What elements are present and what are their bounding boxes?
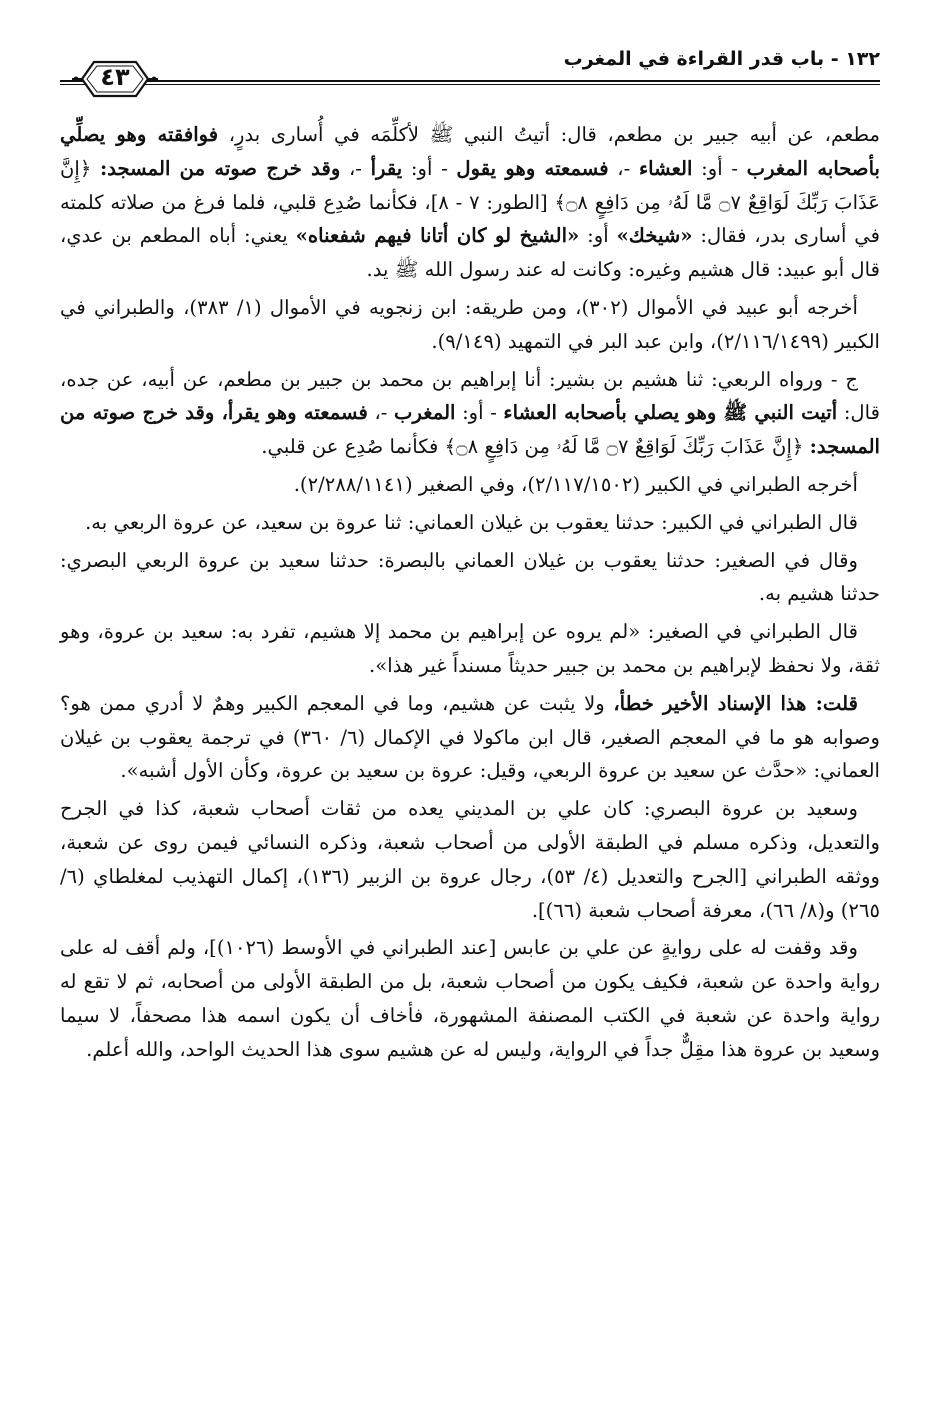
text-segment: ولا يثبت عن هشيم، وما في المعجم الكبير وهمٌ لا أدري ممن هو؟ وصوابه هو ما في المعجم الصغير، قال ابن ماكولا في الإكمال (٦/ ٣٦٠) في ترجمة يعقوب بن غيلان العماني: «حدَّث عن سعيد بن عروة الربعي، وقيل: عروة بن سعيد بن عروة، وكأن الأول أشبه». bbox=[60, 691, 880, 783]
paragraph bbox=[60, 363, 880, 464]
bold-text-segment: «شيخك» bbox=[616, 224, 693, 248]
running-title: ١٣٢ - باب قدر القراءة في المغرب bbox=[563, 48, 880, 70]
text-segment: أخرجه أبو عبيد في الأموال (٣٠٢)، ومن طريقه: ابن زنجويه في الأموال (١/ ٣٨٣)، والطبراني في الكبير (٢/١١٦/١٤٩٩)، وابن عبد البر في التمهيد (٩/١٤٩). bbox=[60, 295, 880, 353]
text-segment: ﴿إِنَّ عَذَابَ رَبِّكَ لَوَاقِعٌ ۝٧ مَّا لَهُۥ مِن دَافِعٍ ۝٨﴾ [الطور: ٧ - ٨]، فكأنما صُدِع قلبي، فلما فرغ من صلاته كلمته في أسارى بدر، فقال: bbox=[60, 156, 881, 248]
text-segment: قال الطبراني في الصغير: «لم يروه عن إبراهيم بن محمد إلا هشيم، تفرد به: سعيد بن عروة، وهو ثقة، ولا نحفظ لإبراهيم بن محمد بن جبير حديثاً مسنداً غير هذا». bbox=[60, 620, 880, 677]
text-segment: أو: bbox=[579, 224, 617, 248]
text-segment: -، bbox=[608, 156, 639, 180]
text-segment: ﴿إِنَّ عَذَابَ رَبِّكَ لَوَاقِعٌ ۝٧ مَّا لَهُۥ مِن دَافِعٍ ۝٨﴾ فكأنما صُدِع عن قلبي. bbox=[261, 435, 810, 459]
text-segment: يعني: أباه المطعم بن عدي، قال أبو عبيد: قال هشيم وغيره: وكانت له عند رسول الله ﷺ يد. bbox=[60, 224, 880, 282]
text-segment: - أو: bbox=[455, 401, 504, 425]
text-segment: -، bbox=[340, 156, 371, 180]
bold-text-segment: قلت: هذا الإسناد الأخير خطأ، bbox=[613, 691, 859, 715]
header-rule bbox=[60, 80, 880, 82]
text-segment: وسعيد بن عروة البصري: كان علي بن المديني يعده من ثقات أصحاب شعبة، كذا في الجرح والتعديل، وذكره مسلم في الطبقة الأولى من أصحاب شعبة، وذكره النسائي فيمن روى عن شعبة، ووثقه الطبراني [الجرح والتعديل (٤/ ٥٣)، رجال عروة بن الزبير (١٣٦)، إكمال التهذيب لمغلطاي (٦/ ٢٦٥) و(٨/ ٦٦)، معرفة أصحاب شعبة (٦٦)]. bbox=[60, 797, 880, 922]
bold-text-segment: فوافقته وهو يصلِّي بأصحابه المغرب bbox=[60, 123, 880, 180]
page-body bbox=[60, 118, 880, 1067]
paragraph bbox=[60, 792, 880, 927]
book-page bbox=[60, 40, 880, 1370]
text-segment: - أو: bbox=[402, 156, 457, 180]
text-segment: ج - ورواه الربعي: ثنا هشيم بن بشير: أنا إبراهيم بن محمد بن جبير بن مطعم، عن أبيه، عن جده، قال: bbox=[60, 367, 880, 425]
text-segment: وقد وقفت له على روايةٍ عن علي بن عابس [عند الطبراني في الأوسط (١٠٢٦)]، ولم أقف له على رواية واحدة عن شعبة، فكيف يكون من أصحاب شعبة، بل من الطبقة الأولى من أصحابه، ثم لا تقع له رواية واحدة عن شعبة في الكتب المصنفة المشهورة، فأخاف أن يكون اسمه هذا مصحفاً، لا سيما وسعيد بن عروة هذا مقِلٌّ جداً في الرواية، وليس له عن هشيم سوى هذا الحديث الواحد، والله أعلم. bbox=[60, 936, 880, 1061]
paragraph bbox=[60, 506, 880, 540]
bold-text-segment: فسمعته وهو يقول bbox=[456, 156, 609, 180]
paragraph bbox=[60, 687, 880, 788]
paragraph bbox=[60, 931, 880, 1066]
page-number-badge bbox=[72, 56, 158, 102]
header-rule-thin bbox=[60, 84, 880, 85]
bold-text-segment: العشاء bbox=[638, 156, 693, 180]
paragraph bbox=[60, 118, 880, 287]
paragraph bbox=[60, 544, 880, 612]
bold-text-segment: المغرب bbox=[394, 401, 456, 425]
bold-text-segment: «الشيخ لو كان أتانا فيهم شفعناه» bbox=[295, 224, 580, 248]
text-segment: مطعم، عن أبيه جبير بن مطعم، قال: أتيتُ النبي ﷺ لأكلِّمَه في أُسارى بدرٍ، bbox=[218, 123, 881, 146]
text-segment: أخرجه الطبراني في الكبير (٢/١١٧/١٥٠٢)، وفي الصغير (٢/٢٨٨/١١٤١). bbox=[293, 472, 858, 496]
paragraph bbox=[60, 291, 880, 359]
bold-text-segment: يقرأ bbox=[370, 156, 403, 180]
paragraph bbox=[60, 468, 880, 502]
text-segment: - أو: bbox=[692, 156, 747, 180]
bold-text-segment: أتيت النبي ﷺ وهو يصلي بأصحابه العشاء bbox=[503, 401, 838, 425]
bold-text-segment: فسمعته وهو يقرأ، وقد خرج صوته من المسجد: bbox=[60, 401, 880, 459]
bold-text-segment: وقد خرج صوته من المسجد: bbox=[100, 156, 341, 180]
text-segment: قال الطبراني في الكبير: حدثنا يعقوب بن غيلان العماني: ثنا عروة بن سعيد، عن عروة الربعي به. bbox=[85, 510, 858, 534]
text-segment: -، bbox=[367, 401, 395, 425]
page-number: ٤٣ bbox=[100, 63, 130, 91]
text-segment: وقال في الصغير: حدثنا يعقوب بن غيلان العماني بالبصرة: حدثنا سعيد بن عروة الربعي البصري: حدثنا هشيم به. bbox=[60, 548, 880, 606]
page-header bbox=[60, 40, 880, 118]
paragraph bbox=[60, 615, 880, 683]
